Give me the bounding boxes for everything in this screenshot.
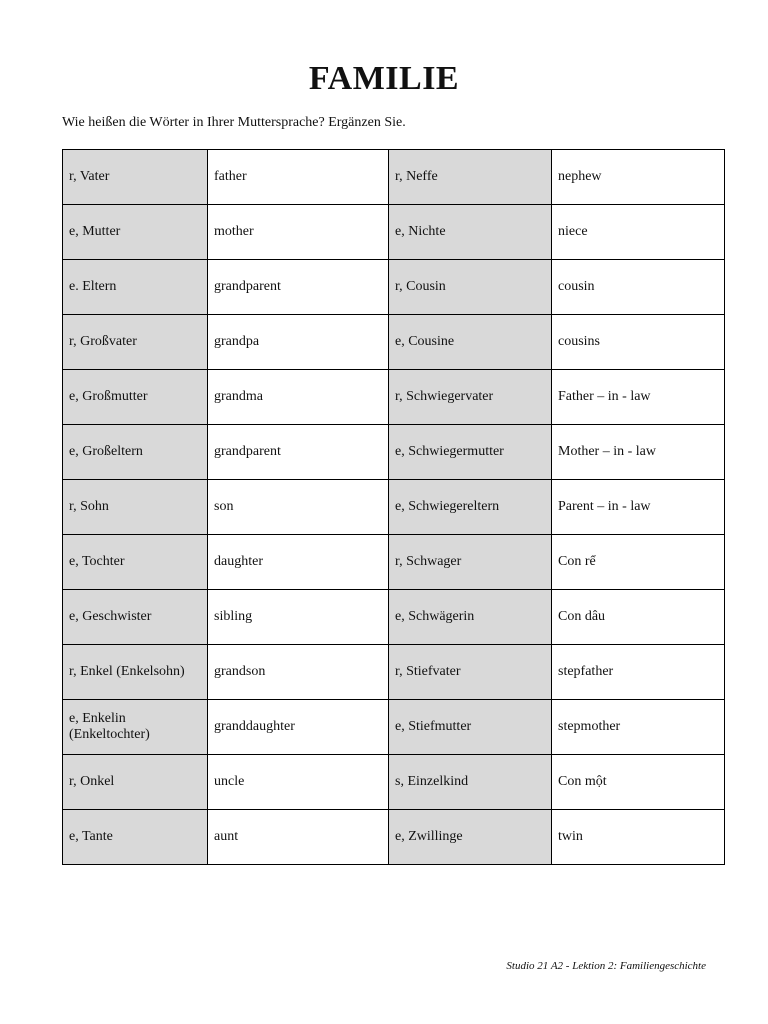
german-word-cell: e, Zwillinge xyxy=(389,810,552,865)
german-word-cell: r, Vater xyxy=(63,150,208,205)
table-row xyxy=(63,425,725,480)
translation-cell: grandparent xyxy=(208,425,389,480)
german-word-cell: e. Eltern xyxy=(63,260,208,315)
german-word-cell: e, Mutter xyxy=(63,205,208,260)
translation-cell: stepfather xyxy=(552,645,725,700)
translation-cell: granddaughter xyxy=(208,700,389,755)
translation-cell: son xyxy=(208,480,389,535)
german-word-cell: e, Schwiegereltern xyxy=(389,480,552,535)
german-word-cell: r, Stiefvater xyxy=(389,645,552,700)
table-row xyxy=(63,590,725,645)
german-word-cell: e, Großeltern xyxy=(63,425,208,480)
translation-cell: Father – in - law xyxy=(552,370,725,425)
table-row xyxy=(63,205,725,260)
vocabulary-table xyxy=(62,149,725,865)
german-word-cell: r, Sohn xyxy=(63,480,208,535)
table-row xyxy=(63,645,725,700)
translation-cell: niece xyxy=(552,205,725,260)
translation-cell: mother xyxy=(208,205,389,260)
translation-cell: sibling xyxy=(208,590,389,645)
german-word-cell: e, Nichte xyxy=(389,205,552,260)
translation-cell: daughter xyxy=(208,535,389,590)
translation-cell: twin xyxy=(552,810,725,865)
german-word-cell: e, Tante xyxy=(63,810,208,865)
german-word-cell: s, Einzelkind xyxy=(389,755,552,810)
table-row xyxy=(63,150,725,205)
table-row xyxy=(63,315,725,370)
translation-cell: uncle xyxy=(208,755,389,810)
translation-cell: stepmother xyxy=(552,700,725,755)
german-word-cell: e, Tochter xyxy=(63,535,208,590)
german-word-cell: e, Geschwister xyxy=(63,590,208,645)
translation-cell: Con dâu xyxy=(552,590,725,645)
translation-cell: Mother – in - law xyxy=(552,425,725,480)
translation-cell: aunt xyxy=(208,810,389,865)
german-word-cell: e, Großmutter xyxy=(63,370,208,425)
german-word-cell: e, Enkelin (Enkeltochter) xyxy=(63,700,208,755)
translation-cell: grandson xyxy=(208,645,389,700)
translation-cell: grandpa xyxy=(208,315,389,370)
translation-cell: cousin xyxy=(552,260,725,315)
table-row xyxy=(63,810,725,865)
instruction-text: Wie heißen die Wörter in Ihrer Muttersprache? Ergänzen Sie. xyxy=(62,115,406,130)
page-title: FAMILIE xyxy=(308,60,460,97)
footer-source: Studio 21 A2 - Lektion 2: Familiengeschichte xyxy=(506,960,706,972)
table-row xyxy=(63,755,725,810)
table-row xyxy=(63,480,725,535)
german-word-cell: r, Neffe xyxy=(389,150,552,205)
german-word-cell: r, Enkel (Enkelsohn) xyxy=(63,645,208,700)
german-word-cell: e, Schwägerin xyxy=(389,590,552,645)
translation-cell: Parent – in - law xyxy=(552,480,725,535)
german-word-cell: r, Großvater xyxy=(63,315,208,370)
german-word-cell: r, Schwager xyxy=(389,535,552,590)
german-word-cell: e, Schwiegermutter xyxy=(389,425,552,480)
translation-cell: grandparent xyxy=(208,260,389,315)
german-word-cell: r, Onkel xyxy=(63,755,208,810)
german-word-cell: r, Schwiegervater xyxy=(389,370,552,425)
table-row xyxy=(63,700,725,755)
translation-cell: Con một xyxy=(552,755,725,810)
translation-cell: nephew xyxy=(552,150,725,205)
table-row xyxy=(63,535,725,590)
translation-cell: grandma xyxy=(208,370,389,425)
german-word-cell: e, Stiefmutter xyxy=(389,700,552,755)
translation-cell: father xyxy=(208,150,389,205)
translation-cell: cousins xyxy=(552,315,725,370)
german-word-cell: r, Cousin xyxy=(389,260,552,315)
table-row xyxy=(63,370,725,425)
translation-cell: Con rể xyxy=(552,535,725,590)
german-word-cell: e, Cousine xyxy=(389,315,552,370)
table-row xyxy=(63,260,725,315)
